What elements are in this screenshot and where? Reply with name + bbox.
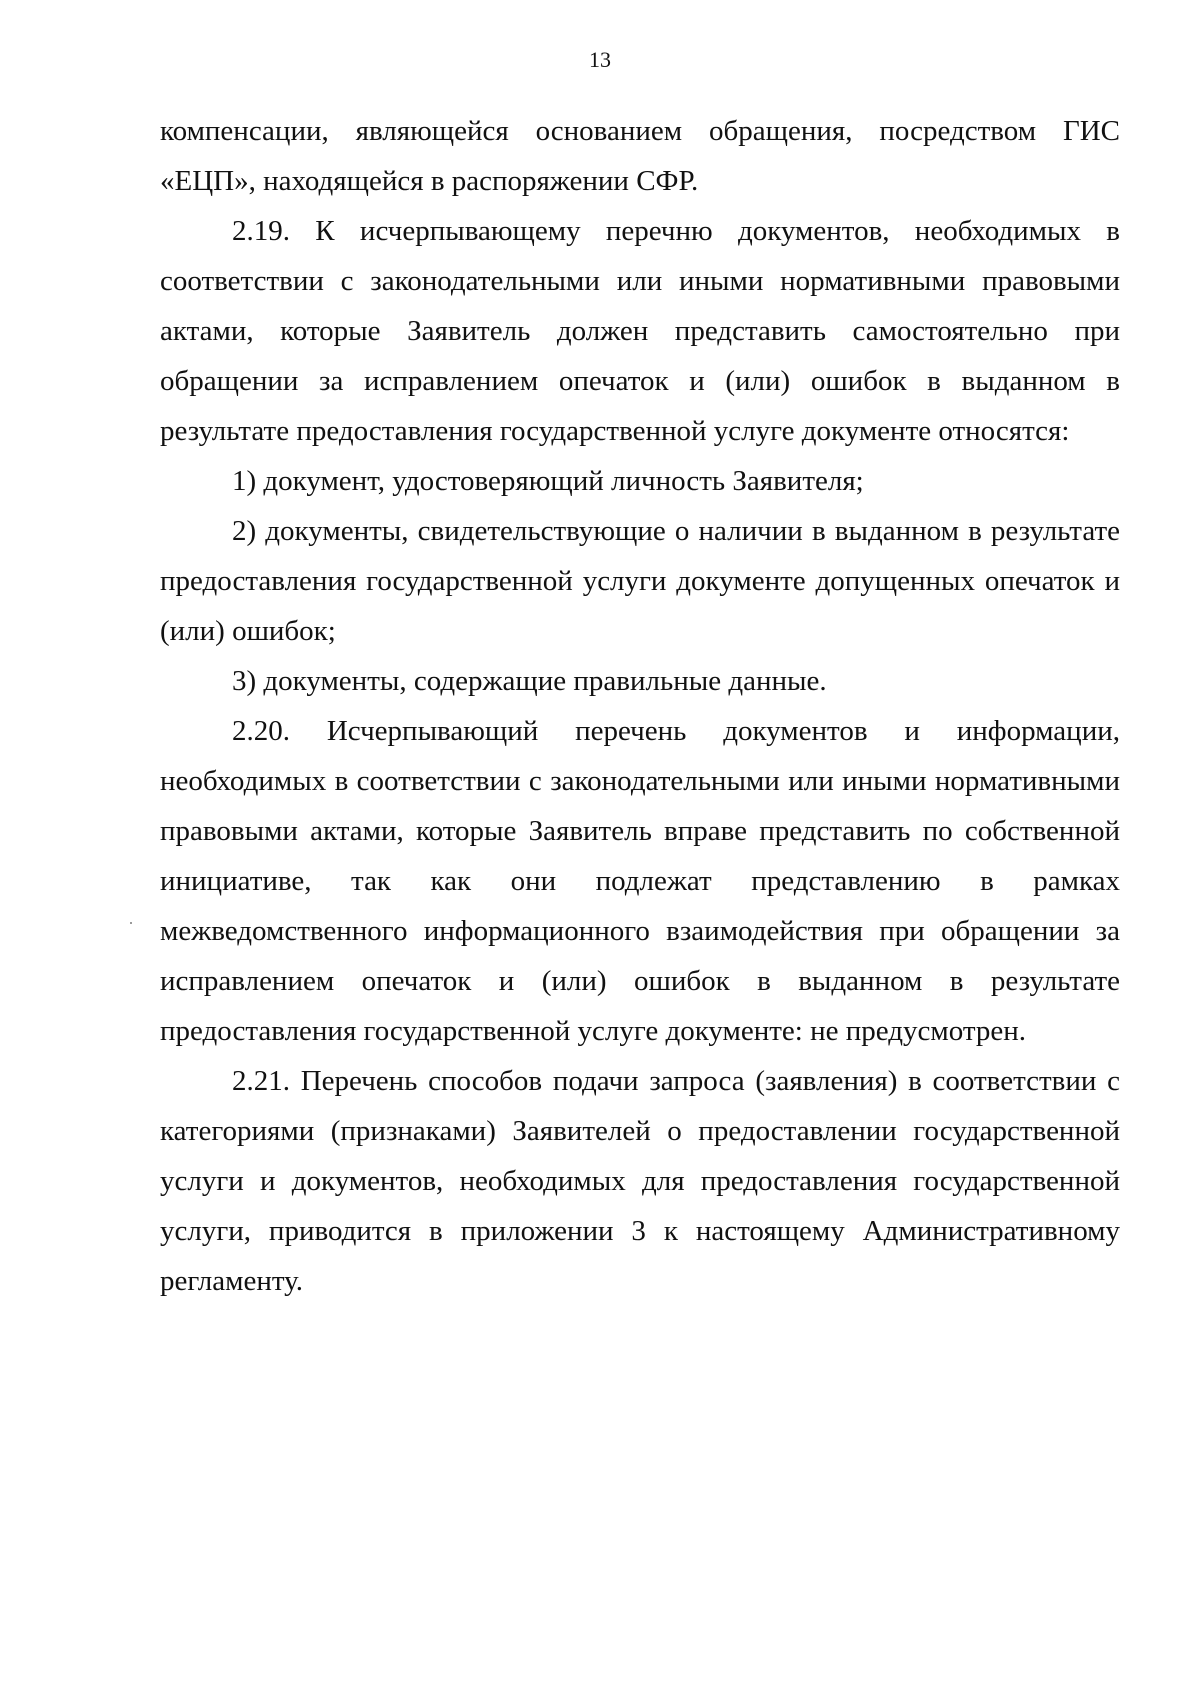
paragraph-continuation: компенсации, являющейся основанием обращения, посредством ГИС «ЕЦП», находящейся в распоряжении СФР.: [160, 115, 1120, 197]
list-item-2: 2) документы, свидетельствующие о наличии в выданном в результате предоставления государственной услуги документе допущенных опечаток и (или) ошибок;: [160, 515, 1120, 647]
document-body: [160, 106, 1120, 1306]
paragraph-2-21: 2.21. Перечень способов подачи запроса (заявления) в соответствии с категориями (признаками) Заявителей о предоставлении государственной услуги и документов, необходимых для предоставления государственной услуги, приводится в приложении 3 к настоящему Административному регламенту.: [160, 1065, 1120, 1297]
paragraph-2-19: 2.19. К исчерпывающему перечню документов, необходимых в соответствии с законодательными или иными нормативными правовыми актами, которые Заявитель должен представить самостоятельно при обращении за исправлением опечаток и (или) ошибок в выданном в результате предоставления государственной услуге документе относятся:: [160, 215, 1120, 447]
paragraph-2-20: 2.20. Исчерпывающий перечень документов и информации, необходимых в соответствии с законодательными или иными нормативными правовыми актами, которые Заявитель вправе представить по собственной инициативе, так как они подлежат представлению в рамках межведомственного информационного взаимодействия при обращении за исправлением опечаток и (или) ошибок в выданном в результате предоставления государственной услуге документе: не предусмотрен.: [160, 715, 1120, 1047]
page-number: 13: [589, 47, 611, 72]
list-item-3: 3) документы, содержащие правильные данные.: [232, 665, 827, 697]
scan-margin-mark: [130, 922, 132, 924]
list-item-1: 1) документ, удостоверяющий личность Заявителя;: [232, 465, 864, 497]
